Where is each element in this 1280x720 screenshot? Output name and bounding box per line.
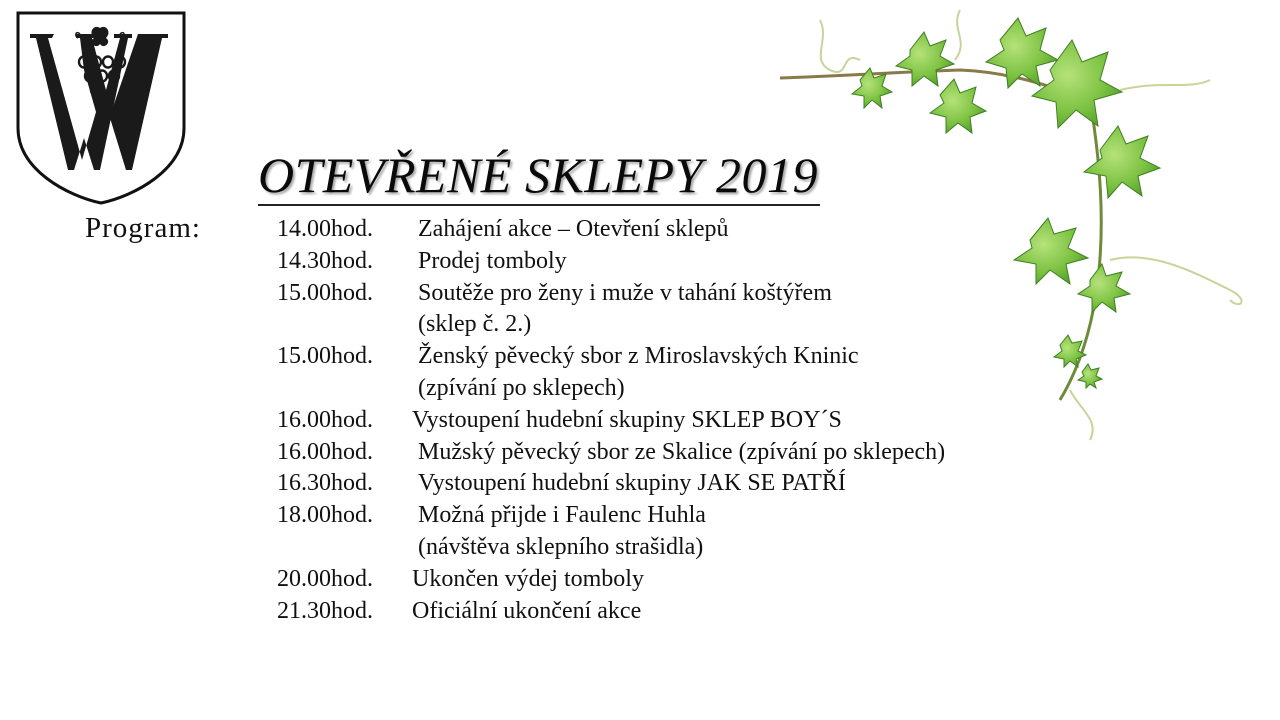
schedule-time: 14.30hod. xyxy=(277,247,373,274)
schedule-description: Mužský pěvecký sbor ze Skalice (zpívání po sklepech) xyxy=(418,438,946,465)
vineyard-shield-logo xyxy=(14,10,188,206)
schedule-description: Vystoupení hudební skupiny SKLEP BOY´S xyxy=(412,406,842,433)
schedule-time: 18.00hod. xyxy=(277,502,373,529)
schedule-time: 15.00hod. xyxy=(277,279,373,306)
schedule-time: 21.30hod. xyxy=(277,597,373,624)
schedule-description: Oficiální ukončení akce xyxy=(412,597,642,624)
schedule-time: 16.00hod. xyxy=(277,406,373,433)
schedule-time: 14.00hod. xyxy=(277,216,373,242)
schedule-note: (sklep č. 2.) xyxy=(418,311,532,338)
schedule-description: Ženský pěvecký sbor z Miroslavských Kninic xyxy=(418,343,859,370)
schedule-note: (zpívání po sklepech) xyxy=(418,374,625,401)
page-title: OTEVŘENÉ SKLEPY 2019 xyxy=(258,146,820,206)
grapevine-decoration xyxy=(760,0,1280,460)
schedule-note: (návštěva sklepního strašidla) xyxy=(418,533,704,560)
schedule-description: Soutěže pro ženy i muže v tahání koštýřem xyxy=(418,279,832,306)
schedule-time: 15.00hod. xyxy=(277,343,373,370)
schedule-time: 16.30hod. xyxy=(277,470,373,497)
schedule-time: 16.00hod. xyxy=(277,438,373,465)
schedule-description: Ukončen výdej tomboly xyxy=(412,565,644,592)
schedule-description: Vystoupení hudební skupiny JAK SE PATŘÍ xyxy=(418,470,846,497)
schedule-description: Prodej tomboly xyxy=(418,247,567,274)
schedule-description: Zahájení akce – Otevření sklepů xyxy=(418,216,729,242)
program-label: Program: xyxy=(85,212,201,244)
schedule-description: Možná přijde i Faulenc Huhla xyxy=(418,502,706,529)
schedule-time: 20.00hod. xyxy=(277,565,373,592)
